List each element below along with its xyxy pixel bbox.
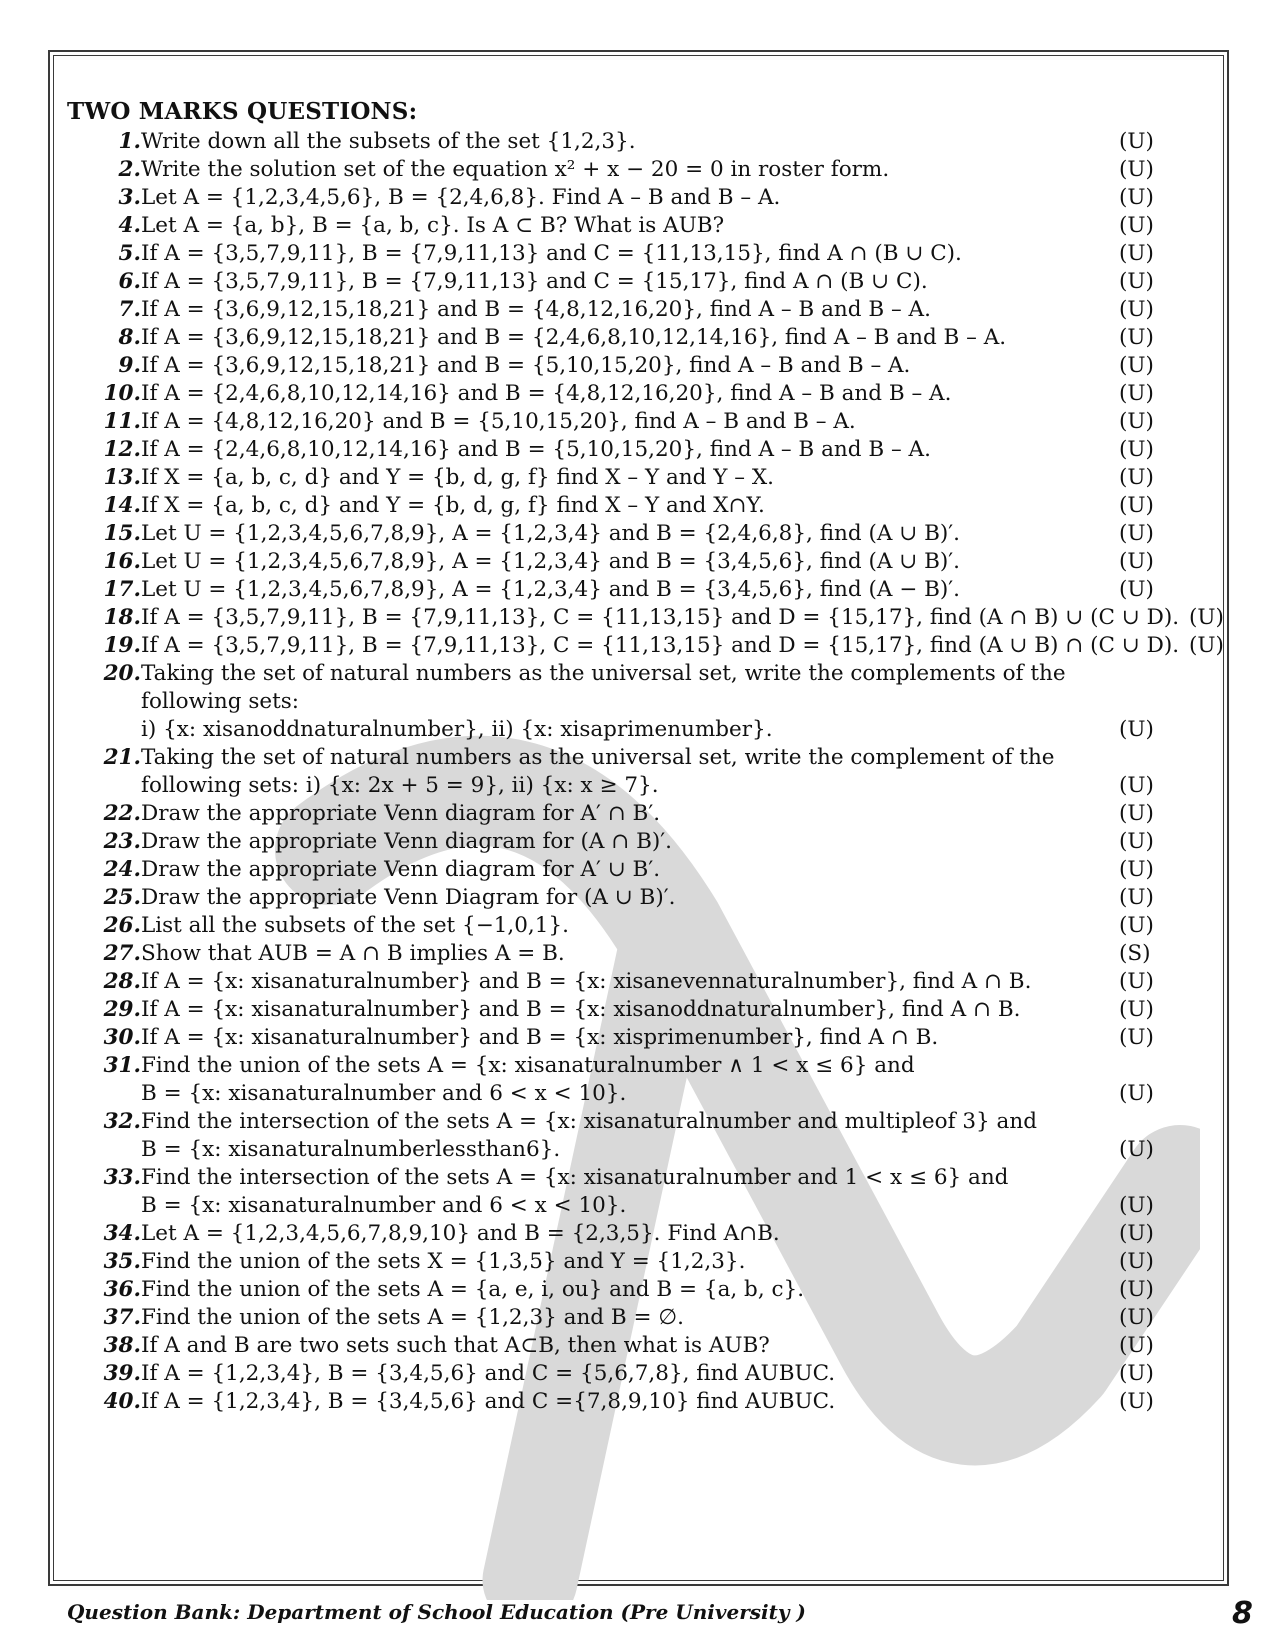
question-number: 33. xyxy=(103,1165,141,1190)
question-text: Let A = {a, b}, B = {a, b, c}. Is A ⊂ B? What is AUB? xyxy=(141,213,725,238)
question-tag: (U) xyxy=(1119,1221,1154,1246)
question-number: 22. xyxy=(103,801,141,826)
question-text: If A = {3,6,9,12,15,18,21} and B = {5,10,15,20}, find A – B and B – A. xyxy=(141,353,911,378)
question-item xyxy=(0,743,1275,772)
question-text: List all the subsets of the set {−1,0,1}. xyxy=(141,913,569,938)
question-text: Draw the appropriate Venn Diagram for (A ∪ B)′. xyxy=(141,885,676,910)
question-number: 8. xyxy=(118,325,141,350)
question-number: 32. xyxy=(103,1109,141,1134)
question-text: If A = {3,5,7,9,11}, B = {7,9,11,13}, C = {11,13,15} and D = {15,17}, find (A ∩ B) ∪ (C ∪ D). xyxy=(141,605,1180,630)
question-item xyxy=(0,1331,1275,1360)
question-text: Draw the appropriate Venn diagram for (A ∩ B)′. xyxy=(141,829,672,854)
question-item xyxy=(0,575,1275,604)
question-text: Let U = {1,2,3,4,5,6,7,8,9}, A = {1,2,3,4} and B = {3,4,5,6}, find (A − B)′. xyxy=(141,577,960,602)
question-item xyxy=(0,1023,1275,1052)
question-item xyxy=(0,1051,1275,1080)
question-item xyxy=(0,267,1275,296)
question-tag: (U) xyxy=(1119,381,1154,406)
question-tag: (U) xyxy=(1119,129,1154,154)
question-tag: (U) xyxy=(1119,1361,1154,1386)
question-item xyxy=(0,295,1275,324)
question-item xyxy=(0,659,1275,688)
q31-continuation-line: B = {x: xisanaturalnumber and 6 < x < 10}. xyxy=(141,1081,627,1106)
question-tag: (U) xyxy=(1119,213,1154,238)
question-number: 25. xyxy=(103,885,141,910)
question-tag: (U) xyxy=(1119,157,1154,182)
question-number: 2. xyxy=(118,157,141,182)
question-tag: (U) xyxy=(1119,409,1154,434)
question-item xyxy=(0,827,1275,856)
question-text: Find the intersection of the sets A = {x: xisanaturalnumber and 1 < x ≤ 6} and xyxy=(141,1165,1009,1190)
question-item xyxy=(0,1107,1275,1136)
question-text: If A = {2,4,6,8,10,12,14,16} and B = {5,10,15,20}, find A – B and B – A. xyxy=(141,437,931,462)
question-text: If A = {x: xisanaturalnumber} and B = {x: xisanoddnaturalnumber}, find A ∩ B. xyxy=(141,997,1021,1022)
question-text: Let U = {1,2,3,4,5,6,7,8,9}, A = {1,2,3,4} and B = {3,4,5,6}, find (A ∪ B)′. xyxy=(141,549,960,574)
question-text: Let U = {1,2,3,4,5,6,7,8,9}, A = {1,2,3,4} and B = {2,4,6,8}, find (A ∪ B)′. xyxy=(141,521,960,546)
question-item xyxy=(0,855,1275,884)
question-tag: (U) xyxy=(1119,829,1154,854)
q31-tag: (U) xyxy=(1119,1081,1154,1106)
question-number: 21. xyxy=(103,745,141,770)
question-number: 29. xyxy=(103,997,141,1022)
question-text: Find the union of the sets X = {1,3,5} and Y = {1,2,3}. xyxy=(141,1249,746,1274)
question-item xyxy=(0,407,1275,436)
question-item xyxy=(0,435,1275,464)
question-text: Draw the appropriate Venn diagram for A′ ∩ B′. xyxy=(141,801,661,826)
question-tag: (U) xyxy=(1119,857,1154,882)
question-text: If X = {a, b, c, d} and Y = {b, d, g, f} find X – Y and Y – X. xyxy=(141,465,774,490)
question-tag: (U) xyxy=(1119,353,1154,378)
section-heading: TWO MARKS QUESTIONS: xyxy=(67,98,418,125)
question-item xyxy=(0,1275,1275,1304)
question-text: If A = {1,2,3,4}, B = {3,4,5,6} and C = {5,6,7,8}, find AUBUC. xyxy=(141,1361,836,1386)
question-tag: (U) xyxy=(1189,633,1224,658)
question-tag: (U) xyxy=(1119,1389,1154,1414)
question-tag: (U) xyxy=(1119,913,1154,938)
question-text: If A = {3,5,7,9,11}, B = {7,9,11,13} and C = {11,13,15}, find A ∩ (B ∪ C). xyxy=(141,241,962,266)
question-text: If A = {1,2,3,4}, B = {3,4,5,6} and C ={7,8,9,10} find AUBUC. xyxy=(141,1389,836,1414)
question-item xyxy=(0,323,1275,352)
question-text: If A = {x: xisanaturalnumber} and B = {x: xisanevennaturalnumber}, find A ∩ B. xyxy=(141,969,1032,994)
q32-tag: (U) xyxy=(1119,1137,1154,1162)
question-number: 7. xyxy=(118,297,141,322)
question-item xyxy=(0,939,1275,968)
q21-continuation-line: following sets: i) {x: 2x + 5 = 9}, ii) {x: x ≥ 7}. xyxy=(141,773,659,798)
question-number: 28. xyxy=(103,969,141,994)
question-number: 24. xyxy=(103,857,141,882)
question-number: 1. xyxy=(118,129,141,154)
q20-continuation-line: following sets: xyxy=(141,689,299,714)
q20-continuation-line: i) {x: xisanoddnaturalnumber}, ii) {x: xisaprimenumber}. xyxy=(141,717,773,742)
question-text: Show that AUB = A ∩ B implies A = B. xyxy=(141,941,565,966)
question-item xyxy=(0,883,1275,912)
question-item xyxy=(0,1359,1275,1388)
question-number: 23. xyxy=(103,829,141,854)
question-item xyxy=(0,631,1275,660)
question-tag: (U) xyxy=(1119,437,1154,462)
question-text: If A = {3,6,9,12,15,18,21} and B = {4,8,12,16,20}, find A – B and B – A. xyxy=(141,297,931,322)
question-item xyxy=(0,911,1275,940)
q33-tag: (U) xyxy=(1119,1193,1154,1218)
question-text: Write the solution set of the equation x² + x − 20 = 0 in roster form. xyxy=(141,157,890,182)
question-text: Write down all the subsets of the set {1,2,3}. xyxy=(141,129,636,154)
question-number: 9. xyxy=(118,353,141,378)
question-text: If A = {3,6,9,12,15,18,21} and B = {2,4,6,8,10,12,14,16}, find A – B and B – A. xyxy=(141,325,1007,350)
question-item xyxy=(0,1303,1275,1332)
question-item xyxy=(0,155,1275,184)
question-number: 11. xyxy=(103,409,141,434)
question-number: 34. xyxy=(103,1221,141,1246)
question-number: 31. xyxy=(103,1053,141,1078)
question-number: 6. xyxy=(118,269,141,294)
question-item xyxy=(0,1247,1275,1276)
question-tag: (U) xyxy=(1119,269,1154,294)
question-number: 39. xyxy=(103,1361,141,1386)
question-text: If A and B are two sets such that A⊂B, then what is AUB? xyxy=(141,1333,770,1358)
question-tag: (U) xyxy=(1189,605,1224,630)
question-item xyxy=(0,183,1275,212)
question-tag: (U) xyxy=(1119,969,1154,994)
question-tag: (U) xyxy=(1119,997,1154,1022)
question-item xyxy=(0,1219,1275,1248)
question-number: 10. xyxy=(103,381,141,406)
question-number: 35. xyxy=(103,1249,141,1274)
question-number: 38. xyxy=(103,1333,141,1358)
question-tag: (U) xyxy=(1119,801,1154,826)
question-number: 14. xyxy=(103,493,141,518)
question-tag: (U) xyxy=(1119,885,1154,910)
question-tag: (U) xyxy=(1119,185,1154,210)
question-number: 18. xyxy=(103,605,141,630)
question-number: 12. xyxy=(103,437,141,462)
question-item xyxy=(0,603,1275,632)
footer-text: Question Bank: Department of School Education (Pre University ) xyxy=(67,1600,806,1624)
question-item xyxy=(0,1387,1275,1416)
question-text: Draw the appropriate Venn diagram for A′ ∪ B′. xyxy=(141,857,661,882)
question-number: 40. xyxy=(103,1389,141,1414)
question-item xyxy=(0,519,1275,548)
question-number: 19. xyxy=(103,633,141,658)
question-item xyxy=(0,463,1275,492)
question-number: 13. xyxy=(103,465,141,490)
question-text: If A = {2,4,6,8,10,12,14,16} and B = {4,8,12,16,20}, find A – B and B – A. xyxy=(141,381,952,406)
question-item xyxy=(0,1163,1275,1192)
question-text: Find the union of the sets A = {x: xisanaturalnumber ∧ 1 < x ≤ 6} and xyxy=(141,1053,915,1078)
question-number: 20. xyxy=(103,661,141,686)
question-number: 15. xyxy=(103,521,141,546)
question-number: 30. xyxy=(103,1025,141,1050)
question-text: Find the union of the sets A = {a, e, i, ou} and B = {a, b, c}. xyxy=(141,1277,805,1302)
question-number: 5. xyxy=(118,241,141,266)
question-text: If A = {4,8,12,16,20} and B = {5,10,15,20}, find A – B and B – A. xyxy=(141,409,856,434)
question-number: 36. xyxy=(103,1277,141,1302)
page-number: 8 xyxy=(1232,1596,1253,1631)
question-item xyxy=(0,995,1275,1024)
question-tag: (U) xyxy=(1119,1305,1154,1330)
question-item xyxy=(0,379,1275,408)
question-item xyxy=(0,127,1275,156)
question-item xyxy=(0,547,1275,576)
question-number: 27. xyxy=(103,941,141,966)
q20-tag: (U) xyxy=(1119,717,1154,742)
question-tag: (U) xyxy=(1119,1249,1154,1274)
question-item xyxy=(0,351,1275,380)
question-number: 37. xyxy=(103,1305,141,1330)
question-tag: (U) xyxy=(1119,1277,1154,1302)
question-tag: (S) xyxy=(1119,941,1151,966)
question-tag: (U) xyxy=(1119,493,1154,518)
question-number: 16. xyxy=(103,549,141,574)
question-item xyxy=(0,211,1275,240)
question-item xyxy=(0,491,1275,520)
question-tag: (U) xyxy=(1119,1025,1154,1050)
question-number: 26. xyxy=(103,913,141,938)
question-text: Let A = {1,2,3,4,5,6,7,8,9,10} and B = {2,3,5}. Find A∩B. xyxy=(141,1221,780,1246)
question-text: Taking the set of natural numbers as the universal set, write the complements of the xyxy=(141,661,1066,686)
question-text: Find the union of the sets A = {1,2,3} and B = ∅. xyxy=(141,1305,684,1330)
question-text: If X = {a, b, c, d} and Y = {b, d, g, f} find X – Y and X∩Y. xyxy=(141,493,765,518)
question-tag: (U) xyxy=(1119,297,1154,322)
question-tag: (U) xyxy=(1119,549,1154,574)
question-number: 4. xyxy=(118,213,141,238)
q33-continuation-line: B = {x: xisanaturalnumber and 6 < x < 10}. xyxy=(141,1193,627,1218)
question-number: 3. xyxy=(118,185,141,210)
question-tag: (U) xyxy=(1119,577,1154,602)
question-number: 17. xyxy=(103,577,141,602)
question-text: Taking the set of natural numbers as the universal set, write the complement of the xyxy=(141,745,1055,770)
question-tag: (U) xyxy=(1119,241,1154,266)
question-tag: (U) xyxy=(1119,465,1154,490)
question-text: If A = {3,5,7,9,11}, B = {7,9,11,13} and C = {15,17}, find A ∩ (B ∪ C). xyxy=(141,269,928,294)
question-item xyxy=(0,967,1275,996)
q32-continuation-line: B = {x: xisanaturalnumberlessthan6}. xyxy=(141,1137,561,1162)
question-tag: (U) xyxy=(1119,1333,1154,1358)
question-text: If A = {x: xisanaturalnumber} and B = {x: xisprimenumber}, find A ∩ B. xyxy=(141,1025,939,1050)
question-item xyxy=(0,239,1275,268)
question-text: Let A = {1,2,3,4,5,6}, B = {2,4,6,8}. Find A – B and B – A. xyxy=(141,185,781,210)
question-text: Find the intersection of the sets A = {x: xisanaturalnumber and multipleof 3} and xyxy=(141,1109,1037,1134)
question-text: If A = {3,5,7,9,11}, B = {7,9,11,13}, C = {11,13,15} and D = {15,17}, find (A ∪ B) ∩ (C ∪ D). xyxy=(141,633,1180,658)
question-tag: (U) xyxy=(1119,521,1154,546)
question-item xyxy=(0,799,1275,828)
q21-tag: (U) xyxy=(1119,773,1154,798)
question-tag: (U) xyxy=(1119,325,1154,350)
